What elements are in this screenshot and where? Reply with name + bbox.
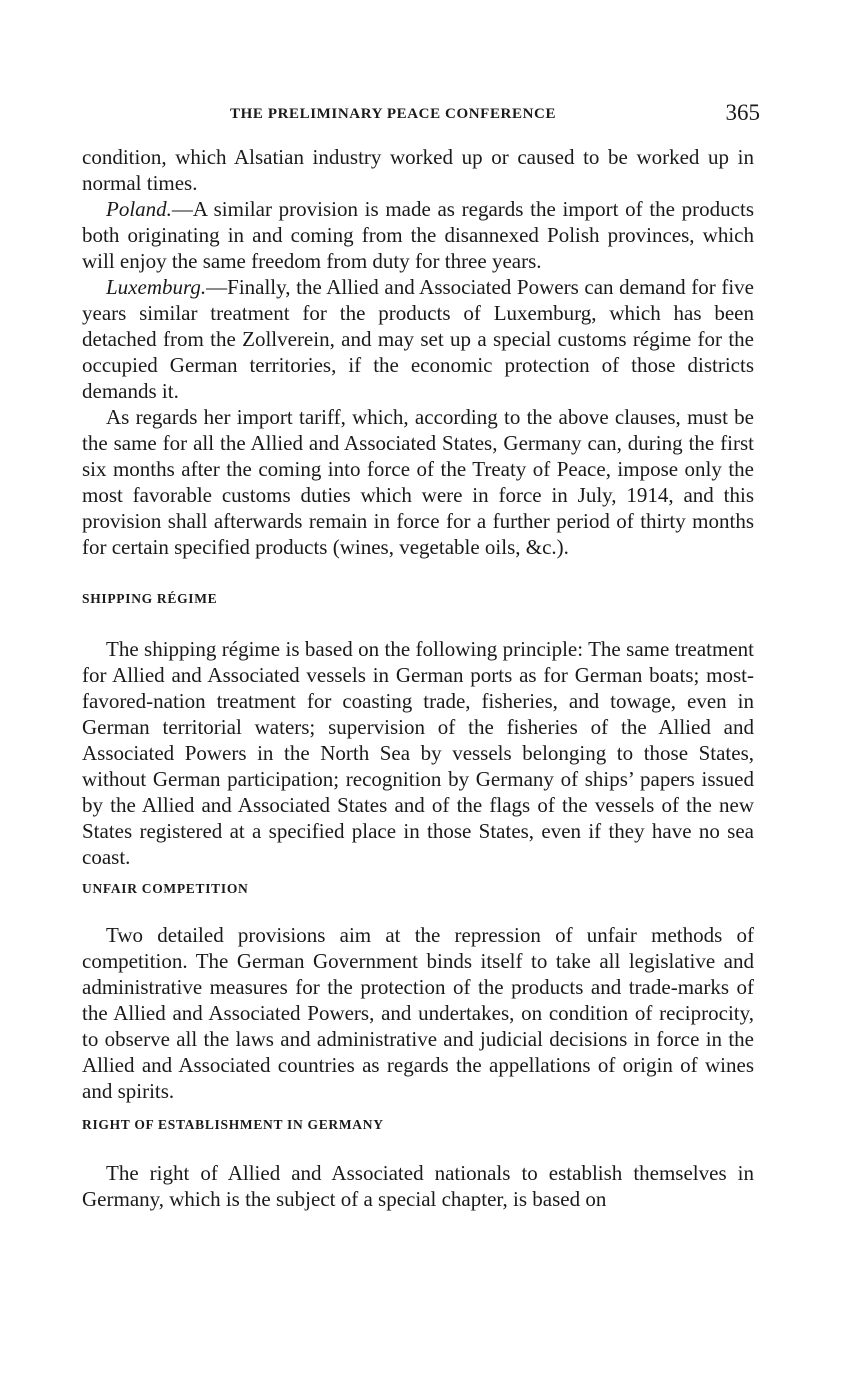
paragraph-luxemburg xyxy=(82,274,754,404)
body-text xyxy=(82,144,754,1212)
poland-text: —A similar provision is made as regards the import of the products both originating in and coming from the disannexed Polish provinces, which will enjoy the same freedom from duty for three years. xyxy=(82,197,754,273)
paragraph-right-of-establishment: The right of Allied and Associated nationals to establish themselves in Germany, which is the subject of a special chapter, is based on xyxy=(82,1161,754,1211)
page-number: 365 xyxy=(725,100,760,125)
paragraph-continuation: condition, which Alsatian industry worked up or caused to be worked up in normal times. xyxy=(82,145,754,195)
paragraph-poland xyxy=(82,196,754,274)
paragraph-import-tariff: As regards her import tariff, which, according to the above clauses, must be the same for all the Allied and Associated States, Germany can, during the first six months after the coming into force of the Treaty of Peace, impose only the most favorable customs duties which were in force in July, 1914, and this provision shall afterwards remain in force for a further period of thirty months for certain specified products (wines, vegetable oils, &c.). xyxy=(82,405,754,559)
heading-shipping-regime: SHIPPING RÉGIME xyxy=(82,591,218,606)
paragraph-unfair-competition: Two detailed provisions aim at the repression of unfair methods of competition. The German Government binds itself to take all legislative and administrative measures for the protection of the products and trade-marks of the Allied and Associated Powers, and undertakes, on condition of reciprocity, to observe all the laws and administrative and judicial decisions in force in the Allied and Associated countries as regards the appellations of origin of wines and spirits. xyxy=(82,923,754,1103)
luxemburg-label: Luxemburg. xyxy=(106,275,207,299)
luxemburg-text: —Finally, the Allied and Associated Powers can demand for five years similar treatment for the products of Luxemburg, which has been detached from the Zollverein, and may set up a special customs régime for the occupied German territories, if the economic protection of those districts demands it. xyxy=(82,275,754,403)
paragraph-shipping-regime: The shipping régime is based on the following principle: The same treatment for Allied and Associated vessels in German ports as for German boats; most-favored-nation treatment for coasting trade, fisheries, and towage, even in German territorial waters; supervision of the fisheries of the Allied and Associated Powers in the North Sea by vessels belonging to those States, without German participation; recognition by Germany of ships’ papers issued by the Allied and Associated States and of the flags of the vessels of the new States registered at a specified place in those States, even if they have no sea coast. xyxy=(82,637,754,869)
heading-right-of-establishment: RIGHT OF ESTABLISHMENT IN GERMANY xyxy=(82,1117,384,1132)
heading-unfair-competition: UNFAIR COMPETITION xyxy=(82,881,249,896)
running-title: THE PRELIMINARY PEACE CONFERENCE xyxy=(230,106,557,122)
poland-label: Poland. xyxy=(106,197,172,221)
running-head xyxy=(80,100,760,130)
